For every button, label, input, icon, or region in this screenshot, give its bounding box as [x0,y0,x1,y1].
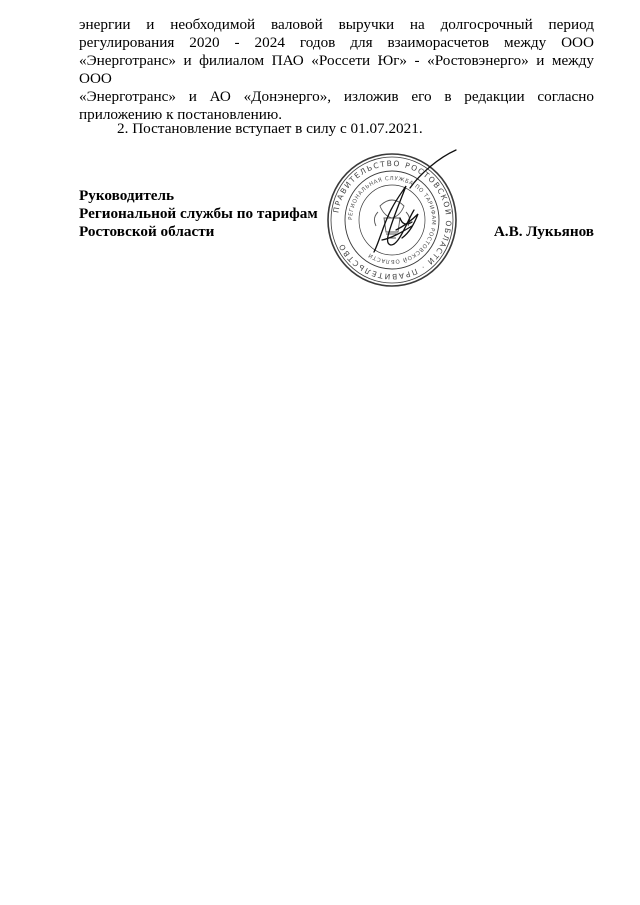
signatory-position-line-1: Руководитель [79,187,175,204]
paragraph-1-line-1: энергии и необходимой валовой выручки на долгосрочный период [79,16,594,33]
signatory-position-line-2: Региональной службы по тарифам [79,205,318,222]
paragraph-2 [79,120,594,138]
seal-stamp [328,154,456,286]
paragraph-1-line-4: «Энерготранс» и АО «Донэнерго», изложив его в редакции согласно [79,88,594,105]
svg-text:РЕГИОНАЛЬНАЯ СЛУЖБА ПО ТАРИФАМ: РЕГИОНАЛЬНАЯ СЛУЖБА ПО ТАРИФАМ РОСТОВСКОЙ ОБЛАСТИ [347,175,437,265]
signatory-position [79,187,318,241]
signatory-position-line-3: Ростовской области [79,223,215,240]
svg-text:ПРАВИТЕЛЬСТВО РОСТОВСКОЙ ОБЛАС: ПРАВИТЕЛЬСТВО РОСТОВСКОЙ ОБЛАСТИ · ПРАВИТЕЛЬСТВО [331,158,454,282]
paragraph-1 [79,16,594,124]
official-seal-with-signature [312,148,472,293]
seal-emblem-icon [374,200,409,238]
paragraph-2-text: 2. Постановление вступает в силу с 01.07.2021. [117,120,423,137]
paragraph-1-line-3: «Энерготранс» и филиалом ПАО «Россети Юг» - «Ростовэнерго» и между ООО [79,52,594,87]
paragraph-1-line-5: приложению к постановлению. [79,106,283,123]
signer-name: А.В. Лукьянов [493,223,594,240]
paragraph-1-line-2: регулирования 2020 - 2024 годов для взаиморасчетов между ООО [79,34,594,51]
